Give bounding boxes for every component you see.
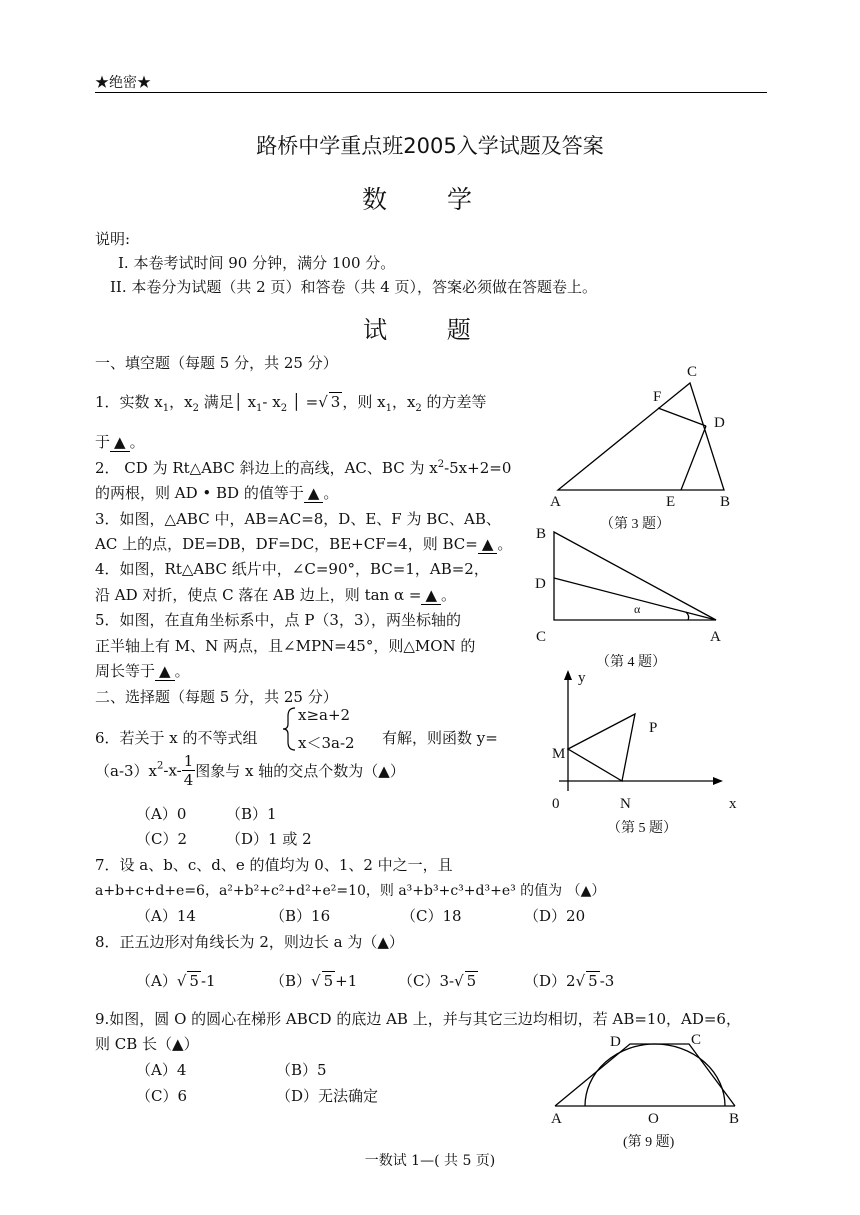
q9-option-c: （C）6 [136,1087,188,1105]
q6-option-d: （D）1 或 2 [226,830,312,848]
label-c: C [691,1032,702,1048]
q9-option-a: （A）4 [136,1061,187,1079]
subject-title: 数 学 [362,185,498,214]
q6-option-c: （C）2 [136,830,188,848]
question-7-line2: a+b+c+d+e=6，a²+b²+c²+d²+e²=10，则 a³+b³+c³+d³+e³ 的值为 （▲） [95,883,606,899]
header-rule [95,92,767,93]
question-5-line2: 正半轴上有 M、N 两点，且∠MPN=45°，则△MON 的 [95,637,476,655]
label-c: C [687,364,698,380]
notes-label: 说明: [95,230,131,248]
label-b: B [536,526,547,542]
page-title: 路桥中学重点班2005入学试题及答案 [256,134,604,158]
segment-de [681,426,706,490]
q8-option-c: （C）3-√ 5 [398,972,477,990]
answer-blank: ▲ [421,586,441,605]
answer-blank: ▲ [110,433,130,452]
label-x: x [729,796,737,812]
figure-4 [530,520,740,670]
q7-option-c: （C）18 [401,907,462,925]
label-y: y [578,670,586,686]
question-7: 7．设 a、b、c、d、e 的值均为 0、1、2 中之一，且 [95,856,453,874]
label-b: B [729,1111,740,1127]
q6-option-a: （A）0 [136,805,187,823]
q9-option-d: （D）无法确定 [276,1087,379,1105]
label-m: M [552,746,566,762]
figure-9 [545,1030,755,1155]
figure-3 [540,360,750,540]
section-title: 试 题 [363,316,497,344]
q7-option-d: （D）20 [524,907,586,925]
label-d: D [610,1034,621,1050]
label-p: P [649,720,658,736]
question-4: 4．如图，Rt△ABC 纸片中，∠C=90°，BC=1，AB=2， [95,560,489,578]
label-a: A [710,629,721,645]
q7-option-b: （B）16 [270,907,331,925]
system-eq-2: x＜3a-2 [298,734,355,752]
label-a: A [551,1111,562,1127]
question-5-line3: 周长等于 ▲ 。 [95,662,190,680]
question-1-line2: 于 ▲ 。 [95,433,145,451]
q9-option-b: （B）5 [276,1061,327,1079]
label-f: F [653,389,662,405]
system-brace [282,706,298,752]
question-9-line2: 则 CB 长（▲） [95,1035,199,1053]
label-a: A [550,494,561,510]
label-n: N [620,796,631,812]
note-item-2: II. 本卷分为试题（共 2 页）和答卷（共 4 页），答案必须做在答题卷上。 [110,278,598,296]
circle-o-arc [585,1044,725,1106]
q8-option-d: （D）2√ 5 -3 [524,972,615,990]
label-b: B [720,494,731,510]
question-4-line2: 沿 AD 对折，使点 C 落在 AB 边上，则 tan α = ▲ 。 [95,586,456,604]
label-o: O [648,1111,659,1127]
label-c: C [536,629,547,645]
part2-heading: 二、选择题（每题 5 分，共 25 分） [95,688,338,706]
question-8: 8．正五边形对角线长为 2，则边长 a 为（▲） [95,933,404,951]
fraction: $\frac{1}{4}$ [183,752,194,789]
answer-blank: ▲ [478,535,498,554]
q8-option-b: （B）√ 5 +1 [270,972,358,990]
trapezoid-sides [555,1044,735,1106]
question-5: 5．如图，在直角坐标系中，点 P（3，3），两坐标轴的 [95,611,461,629]
label-alpha: α [634,602,641,616]
question-6: 6．若关于 x 的不等式组 [95,729,258,747]
figure-3-caption: （第 3 题） [600,517,670,532]
y-axis-arrow [564,670,572,680]
label-e: E [666,494,676,510]
figure-4-caption: （第 4 题） [596,655,666,670]
question-9: 9.如图，圆 O 的圆心在梯形 ABCD 的底边 AB 上，并与其它三边均相切，若 AB=10，AD=6， [95,1010,741,1028]
answer-blank: ▲ [304,484,324,503]
q8-option-a: （A）√ 5 -1 [136,972,216,990]
question-1: 1．实数 $x_1$，$x_2$ 满足│ $x_1-$ $x_2$ │ =√ 3 ，则 $x_1$，$x_2$ 的方差等 [95,393,487,414]
label-d: D [714,415,725,431]
figure-9-caption: (第 9 题) [623,1135,675,1150]
label-d: D [535,576,546,592]
answer-blank: ▲ [155,662,175,681]
question-2: 2． CD 为 Rt△ABC 斜边上的高线，AC、BC 为 $x^2-5x+2=0$ [95,459,512,477]
question-2-line2: 的两根，则 AD • BD 的值等于 ▲ 。 [95,484,339,502]
label-origin: 0 [552,796,560,812]
q7-option-a: （A）14 [136,907,196,925]
note-item-1: I. 本卷考试时间 90 分钟，满分 100 分。 [118,254,396,272]
q6-option-b: （B）1 [226,805,277,823]
question-3-line2: AC 上的点，DE=DB，DF=DC，BE+CF=4，则 BC= ▲ 。 [95,535,513,553]
system-eq-1: x≥a+2 [298,706,351,724]
question-6-line2: $(a-3)x^2-x-$ $\frac{1}{4}$ 图象与 x 轴的交点个数为（▲） [95,752,405,789]
x-axis-arrow [713,777,723,785]
triangle-mpn [568,714,635,781]
triangle-abc [558,383,724,490]
question-3: 3．如图，△ABC 中，AB=AC=8，D、E、F 为 BC、AB、 [95,510,501,528]
figure-5-caption: （第 5 题） [607,821,677,836]
confidential-mark: ★绝密★ [95,75,151,91]
page-footer: 一数试 1—( 共 5 页) [364,1153,496,1169]
part1-heading: 一、填空题（每题 5 分，共 25 分） [95,354,338,372]
question-6-post: 有解，则函数 y= [382,729,498,747]
figure-5 [545,668,755,844]
